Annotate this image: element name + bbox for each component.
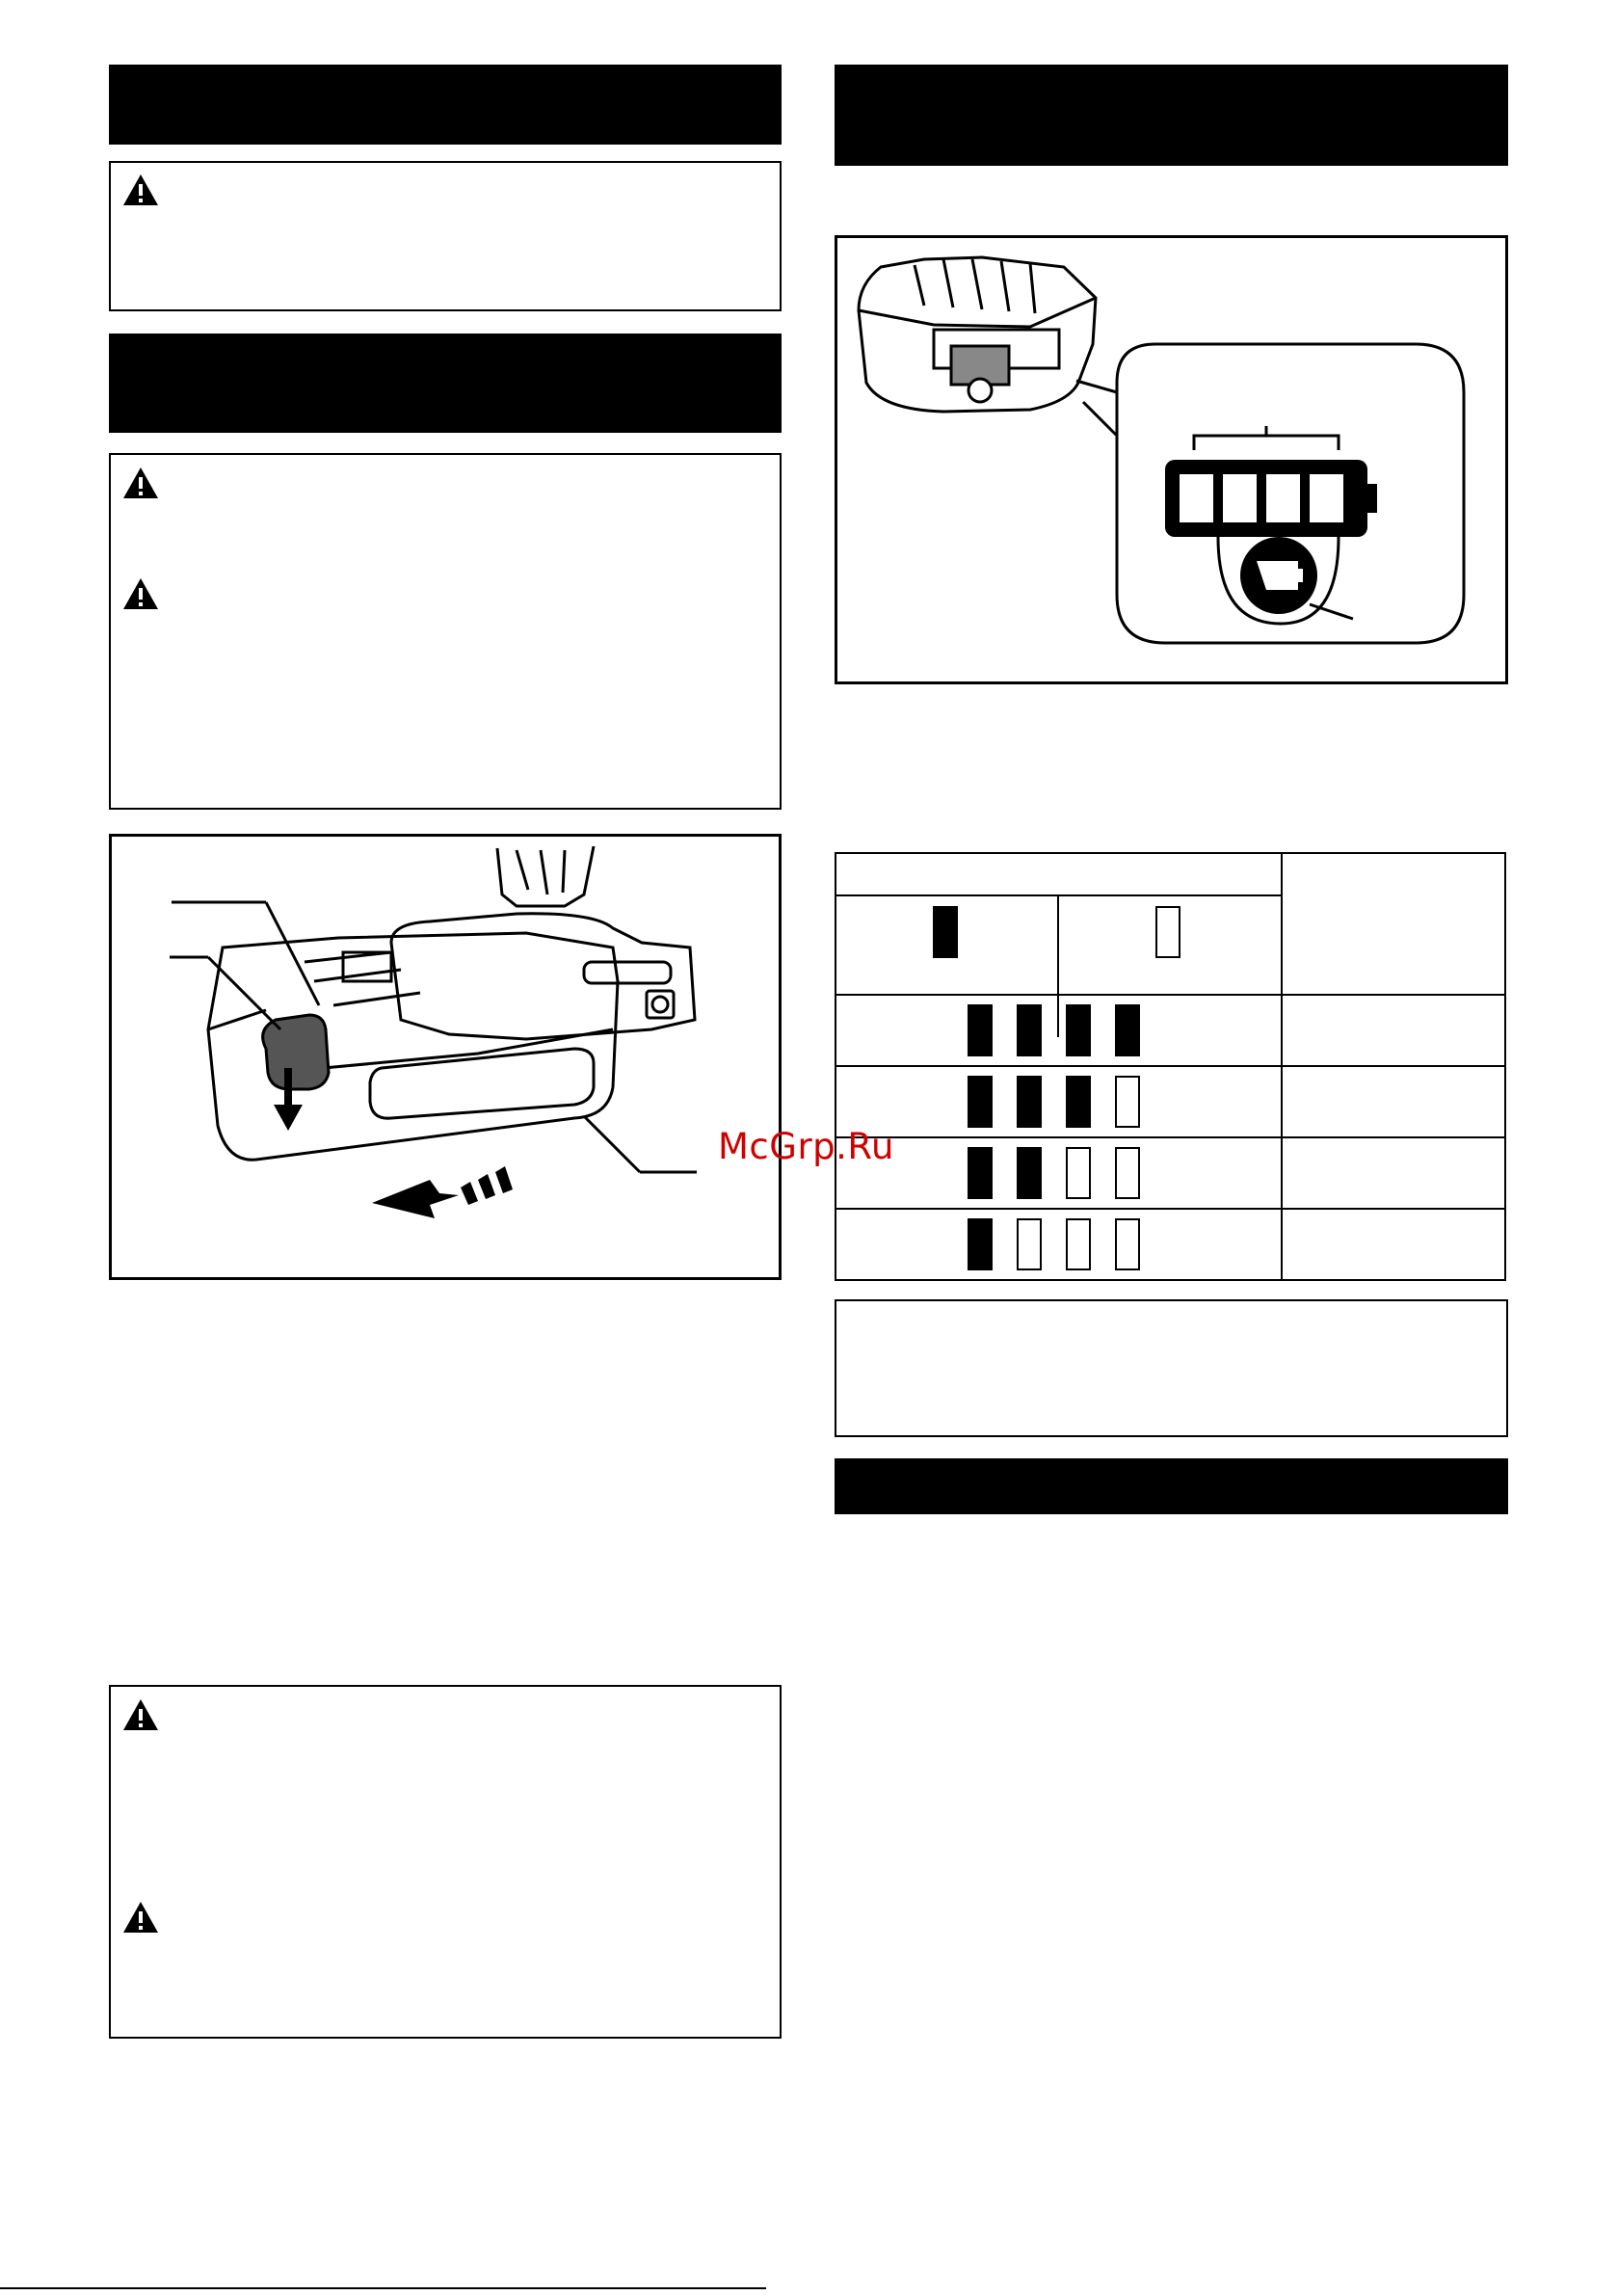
warning-box-1 bbox=[109, 161, 782, 311]
warning-triangle-icon bbox=[122, 1901, 159, 1934]
indicator-segment bbox=[1017, 1147, 1042, 1199]
battery-removal-figure bbox=[109, 834, 782, 1280]
section-header-bar-1 bbox=[109, 65, 782, 145]
battery-removal-illustration bbox=[112, 837, 779, 1277]
indicator-segment bbox=[1066, 1004, 1091, 1056]
section-header-bar-4 bbox=[835, 1458, 1508, 1514]
indicator-segment bbox=[1017, 1076, 1042, 1128]
indicator-segment bbox=[1066, 1076, 1091, 1128]
indicator-segment bbox=[1017, 1218, 1042, 1270]
warning-box-3 bbox=[109, 1685, 782, 2039]
indicator-segment bbox=[1115, 1004, 1140, 1056]
note-box bbox=[835, 1299, 1508, 1437]
indicator-segment bbox=[1115, 1218, 1140, 1270]
warning-triangle-icon bbox=[122, 467, 159, 499]
off-segment-icon bbox=[1155, 906, 1180, 958]
indicator-segment bbox=[1115, 1076, 1140, 1128]
indicator-segment bbox=[968, 1076, 993, 1128]
section-header-bar-2 bbox=[109, 334, 782, 433]
indicator-segment bbox=[1115, 1147, 1140, 1199]
indicator-segment bbox=[1017, 1004, 1042, 1056]
watermark-text: McGrp.Ru bbox=[718, 1126, 894, 1167]
remaining-capacity-table bbox=[835, 852, 1506, 1281]
lit-segment-icon bbox=[933, 906, 958, 958]
indicator-segment bbox=[1066, 1147, 1091, 1199]
footer-rule bbox=[0, 2287, 766, 2289]
battery-indicator-figure bbox=[835, 235, 1508, 684]
warning-triangle-icon bbox=[122, 577, 159, 610]
warning-box-2 bbox=[109, 453, 782, 810]
indicator-segment bbox=[968, 1004, 993, 1056]
warning-triangle-icon bbox=[122, 1698, 159, 1731]
warning-triangle-icon bbox=[122, 174, 159, 206]
section-header-bar-3 bbox=[835, 65, 1508, 166]
indicator-segment bbox=[1066, 1218, 1091, 1270]
indicator-segment bbox=[968, 1147, 993, 1199]
indicator-segment bbox=[968, 1218, 993, 1270]
battery-indicator-illustration bbox=[837, 238, 1505, 681]
